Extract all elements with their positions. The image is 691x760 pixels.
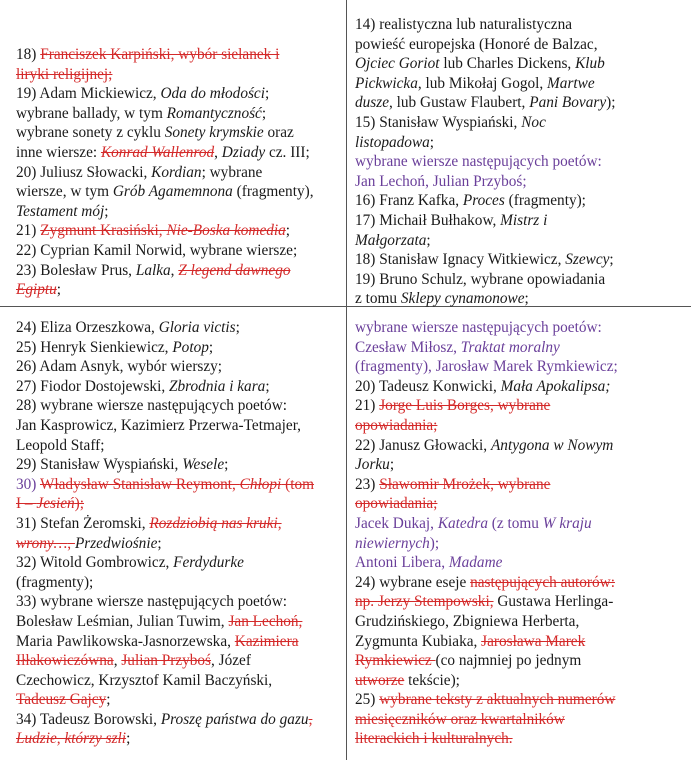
text-segment: Pani Bovary — [529, 94, 607, 112]
text-line — [355, 250, 685, 270]
text-segment: ; — [235, 319, 240, 336]
text-segment: , lub Gustaw Flaubert, — [389, 94, 530, 112]
text-line — [16, 318, 336, 338]
text-segment: Pickwicka — [355, 74, 418, 92]
deleted-text: Ludzie, którzy szli — [16, 730, 127, 748]
text-line — [16, 202, 336, 222]
text-segment: (co najmniej po jednym — [435, 652, 582, 670]
text-line — [355, 289, 685, 309]
text-segment: Mistrz i — [500, 211, 548, 229]
text-segment: 29) Stanisław Wyspiański, — [16, 456, 183, 474]
text-line — [355, 172, 685, 192]
text-segment: 24) wybrane eseje — [355, 573, 471, 591]
text-line — [16, 690, 336, 710]
inserted-text: wybrane wiersze następujących poetów: — [355, 153, 602, 171]
text-segment: Martwe — [547, 74, 595, 92]
text-segment: Kordian — [151, 163, 202, 181]
text-segment: ; — [429, 133, 435, 151]
deleted-text: Chłopi — [239, 475, 282, 493]
text-segment: 19) Bruno Schulz, wybrane opowiadania — [355, 270, 606, 288]
text-segment: ; — [224, 456, 229, 474]
text-line — [355, 152, 685, 172]
text-segment: (fragmenty), — [232, 183, 314, 201]
text-segment: Sklepy cynamonowe — [400, 290, 525, 308]
text-segment: oraz — [263, 124, 294, 142]
text-line — [355, 270, 685, 290]
text-line — [16, 221, 336, 241]
text-line — [16, 592, 336, 612]
text-segment: Ojciec Goriot — [355, 55, 440, 73]
text-segment: ; — [265, 377, 270, 395]
text-segment: 14) realistyczna lub naturalistyczna — [355, 16, 573, 33]
inserted-text: Madame — [448, 554, 503, 572]
text-line — [355, 191, 685, 211]
text-line — [355, 671, 685, 691]
text-line — [355, 35, 685, 55]
deleted-text: Jarosława Marek — [481, 632, 586, 650]
text-segment: wybrane ballady, w tym — [16, 104, 167, 122]
text-segment: Ferdydurke — [173, 554, 244, 572]
text-segment: Oda do młodości — [160, 85, 265, 103]
deleted-text: Zygmunt Krasiński, — [40, 222, 167, 240]
text-segment: 22) Cyprian Kamil Norwid, wybrane wiersze; — [16, 241, 298, 259]
text-segment: Dziady — [221, 143, 266, 161]
deleted-text: Franciszek Karpiński, wybór sielanek i — [40, 46, 280, 63]
deleted-text: Nie-Boska komedia — [166, 222, 286, 240]
text-segment: Grudzińskiego, Zbigniewa Herberta, — [355, 612, 580, 630]
text-line — [355, 455, 685, 475]
text-line — [16, 632, 336, 652]
text-segment: Noc — [521, 113, 546, 131]
inserted-text: 30) — [16, 475, 40, 493]
text-line — [355, 318, 685, 338]
text-segment: ; — [157, 534, 162, 552]
text-segment: Przedwiośnie — [74, 534, 158, 552]
text-segment: 21) — [16, 222, 41, 240]
text-segment: Bolesław Leśmian, Julian Tuwim, — [16, 612, 229, 630]
text-line — [16, 436, 336, 456]
text-line — [355, 113, 685, 133]
text-line — [16, 280, 336, 300]
text-line — [355, 377, 685, 397]
text-line — [16, 729, 336, 749]
text-segment: 15) Stanisław Wyspiański, — [355, 113, 522, 131]
inserted-text: wybrane wiersze następujących poetów: — [355, 319, 602, 336]
text-segment: Mała Apokalipsa; — [500, 377, 611, 395]
deleted-text: miesięczników oraz kwartalników — [355, 710, 565, 728]
deleted-text: następujących autorów: — [470, 573, 615, 591]
deleted-text: , — [67, 534, 75, 552]
text-line — [355, 573, 685, 593]
text-segment: ; — [104, 202, 109, 220]
text-segment: (fragmenty); — [16, 573, 94, 591]
deleted-text: (tom — [281, 475, 315, 493]
text-segment: Gloria victis — [158, 319, 236, 336]
deleted-text: Konrad Wallenrod — [100, 143, 215, 161]
text-segment: ; — [56, 281, 62, 299]
text-segment: Klub — [575, 55, 605, 73]
deleted-text: ); — [74, 495, 84, 513]
text-line — [355, 475, 685, 495]
text-segment: , — [170, 261, 179, 279]
text-segment: wiersze, w tym — [16, 183, 113, 201]
text-line — [16, 65, 336, 85]
text-line — [355, 592, 685, 612]
text-segment: 26) Adam Asnyk, wybór wierszy; — [16, 358, 223, 376]
text-line — [355, 710, 685, 730]
inserted-text: Traktat moralny — [460, 338, 560, 356]
deleted-text: wybrane teksty z aktualnych numerów — [379, 691, 616, 709]
text-segment: 32) Witold Gombrowicz, — [16, 554, 174, 572]
text-segment: Grób Agamemnona — [112, 183, 233, 201]
inserted-text: ); — [429, 534, 440, 552]
inserted-text: Antoni Libera, — [355, 554, 449, 572]
text-line — [355, 436, 685, 456]
text-segment: Szewcy — [565, 251, 610, 269]
text-segment: Małgorzata — [355, 231, 427, 249]
text-segment: 22) Janusz Głowacki, — [355, 436, 491, 454]
text-line — [355, 15, 685, 35]
deleted-text: , — [308, 710, 313, 728]
text-segment: 28) wybrane wiersze następujących poetów: — [16, 397, 287, 415]
text-segment: ; — [426, 231, 431, 249]
deleted-text: literackich i kulturalnych. — [355, 730, 513, 748]
text-segment: Leopold Staff; — [16, 436, 105, 454]
inserted-text: Jacek Dukaj, — [355, 514, 438, 532]
text-segment: Gustawa Herlinga- — [493, 593, 614, 611]
text-segment: , — [214, 143, 222, 161]
text-segment: 17) Michaił Bułhakow, — [355, 211, 501, 229]
cell-bottom-left — [16, 318, 336, 749]
text-line — [16, 671, 336, 691]
deleted-text: opowiadania; — [355, 416, 438, 434]
text-line — [355, 553, 685, 573]
text-segment: ; — [106, 691, 111, 709]
text-line — [355, 494, 685, 514]
text-line — [16, 241, 336, 261]
text-line — [355, 211, 685, 231]
text-segment: 34) Tadeusz Borowski, — [16, 710, 161, 728]
text-line — [16, 710, 336, 730]
cell-top-right — [355, 15, 685, 309]
inserted-text: Katedra — [437, 514, 488, 532]
text-segment: Proszę państwa do gazu — [160, 710, 309, 728]
text-segment: 20) Juliusz Słowacki, — [16, 163, 152, 181]
deleted-text: Z legend dawnego — [178, 261, 291, 279]
text-segment: 25) Henryk Sienkiewicz, — [16, 338, 173, 356]
deleted-text: opowiadania; — [355, 495, 438, 513]
text-segment: listopadowa — [355, 133, 430, 151]
text-line — [355, 231, 685, 251]
text-line — [355, 690, 685, 710]
text-segment: , lub Mikołaj Gogol, — [417, 74, 548, 92]
text-segment: 18) Stanisław Ignacy Witkiewicz, — [355, 251, 566, 269]
text-segment: Jorku — [355, 456, 390, 474]
text-segment: ; — [524, 290, 529, 308]
text-line — [355, 396, 685, 416]
text-line — [16, 182, 336, 202]
deleted-text: Sławomir Mrożek, wybrane — [379, 475, 551, 493]
text-line — [16, 396, 336, 416]
text-line — [355, 74, 685, 94]
text-segment: Zbrodnia i kara — [168, 377, 266, 395]
text-segment: Wesele — [182, 456, 225, 474]
text-segment: , — [113, 652, 122, 670]
text-segment: Proces — [462, 192, 505, 210]
deleted-text: Jorge Luis Borges, wybrane — [379, 397, 551, 415]
text-segment: ; — [609, 251, 614, 269]
text-line — [16, 143, 336, 163]
text-line — [16, 261, 336, 281]
text-line — [16, 612, 336, 632]
text-segment: 16) Franz Kafka, — [355, 192, 463, 210]
text-segment: 20) Tadeusz Konwicki, — [355, 377, 501, 395]
text-line — [355, 514, 685, 534]
text-line — [16, 494, 336, 514]
deleted-text: Iłłakowiczówna — [16, 652, 114, 670]
deleted-text: Egiptu — [16, 281, 57, 299]
text-segment: lub Charles Dickens, — [439, 55, 576, 73]
text-line — [355, 54, 685, 74]
text-line — [355, 632, 685, 652]
text-segment: powieść europejska (Honoré de Balzac, — [355, 35, 598, 53]
text-line — [355, 133, 685, 153]
deleted-text: liryki religijnej; — [16, 65, 113, 83]
text-segment: 21) — [355, 397, 380, 415]
text-segment: Romantyczność — [166, 104, 262, 122]
table-column-divider — [346, 0, 347, 760]
text-segment: ; — [389, 456, 395, 474]
deleted-text: I – — [16, 495, 37, 513]
text-segment: ; — [261, 104, 267, 122]
text-segment: cz. III; — [265, 143, 310, 161]
text-segment: inne wiersze: — [16, 143, 101, 161]
text-line — [355, 357, 685, 377]
deleted-text: Rozdziobią nas kruki, — [149, 514, 282, 532]
inserted-text: Czesław Miłosz, — [355, 338, 461, 356]
text-segment: Zygmunta Kubiaka, — [355, 632, 482, 650]
deleted-text: Jerzy Stempowski, — [377, 593, 494, 611]
text-line — [16, 416, 336, 436]
text-line — [16, 104, 336, 124]
text-segment: Antygona w Nowym — [490, 436, 614, 454]
cell-bottom-right — [355, 318, 685, 749]
inserted-text: Jan Lechoń, Julian Przyboś; — [355, 172, 527, 190]
text-segment: tekście); — [404, 671, 460, 689]
inserted-text: niewiernych — [355, 534, 430, 552]
text-line — [16, 514, 336, 534]
text-segment: Sonety krymskie — [164, 124, 264, 142]
deleted-text: np. — [355, 593, 378, 611]
text-line — [16, 573, 336, 593]
text-segment: z tomu — [355, 290, 401, 308]
text-line — [16, 357, 336, 377]
text-segment: Lalka — [135, 261, 171, 279]
text-segment: , Józef — [211, 652, 251, 670]
deleted-text: Rymkiewicz — [355, 652, 436, 670]
text-segment: Potop — [172, 338, 209, 356]
text-segment: 27) Fiodor Dostojewski, — [16, 377, 169, 395]
text-line — [16, 475, 336, 495]
text-line — [355, 416, 685, 436]
inserted-text: (z tomu — [487, 514, 543, 532]
cell-top-left — [16, 45, 336, 300]
text-line — [16, 651, 336, 671]
text-line — [16, 534, 336, 554]
inserted-text: (fragmenty), Jarosław Marek Rymkiewicz; — [355, 358, 618, 376]
text-segment: 23) Bolesław Prus, — [16, 261, 136, 279]
inserted-text: W kraju — [542, 514, 592, 532]
text-segment: 25) — [355, 691, 380, 709]
text-line — [16, 377, 336, 397]
text-segment: 33) wybrane wiersze następujących poetów: — [16, 593, 287, 611]
text-line — [355, 534, 685, 554]
deleted-text: wrony… — [16, 534, 68, 552]
text-segment: ; — [208, 338, 214, 356]
text-segment: ; wybrane — [201, 163, 263, 181]
text-segment: Jan Kasprowicz, Kazimierz Przerwa-Tetmajer, — [16, 416, 301, 434]
text-segment: Maria Pawlikowska-Jasnorzewska, — [16, 632, 235, 650]
text-line — [16, 163, 336, 183]
text-segment: ; — [285, 222, 291, 240]
deleted-text: utworze — [355, 671, 405, 689]
text-segment: ; — [264, 85, 270, 103]
text-segment: 23) — [355, 475, 380, 493]
text-segment: Czechowicz, Krzysztof Kamil Baczyński, — [16, 671, 273, 689]
deleted-text: Kazimiera — [234, 632, 299, 650]
text-line — [355, 651, 685, 671]
text-line — [16, 553, 336, 573]
text-segment: ); — [606, 94, 616, 112]
text-segment: ; — [126, 730, 131, 748]
text-line — [16, 338, 336, 358]
text-line — [355, 338, 685, 358]
text-segment: (fragmenty); — [504, 192, 586, 210]
text-line — [16, 123, 336, 143]
text-segment: 18) — [16, 46, 41, 63]
text-segment: wybrane sonety z cyklu — [16, 124, 165, 142]
text-segment: dusze — [355, 94, 389, 112]
deleted-text: Tadeusz Gajcy — [16, 691, 107, 709]
text-line — [355, 93, 685, 113]
deleted-text: Jan Lechoń, — [228, 612, 303, 630]
text-segment: 24) Eliza Orzeszkowa, — [16, 319, 159, 336]
text-line — [16, 84, 336, 104]
deleted-text: Jesień — [36, 495, 75, 513]
text-segment: 31) Stefan Żeromski, — [16, 514, 150, 532]
text-line — [16, 455, 336, 475]
text-line — [355, 729, 685, 749]
text-segment: Testament mój — [16, 202, 105, 220]
deleted-text: Władysław Stanisław Reymont, — [39, 475, 240, 493]
deleted-text: Julian Przyboś — [121, 652, 212, 670]
text-segment: 19) Adam Mickiewicz, — [16, 85, 161, 103]
text-line — [355, 612, 685, 632]
text-line — [16, 45, 336, 65]
